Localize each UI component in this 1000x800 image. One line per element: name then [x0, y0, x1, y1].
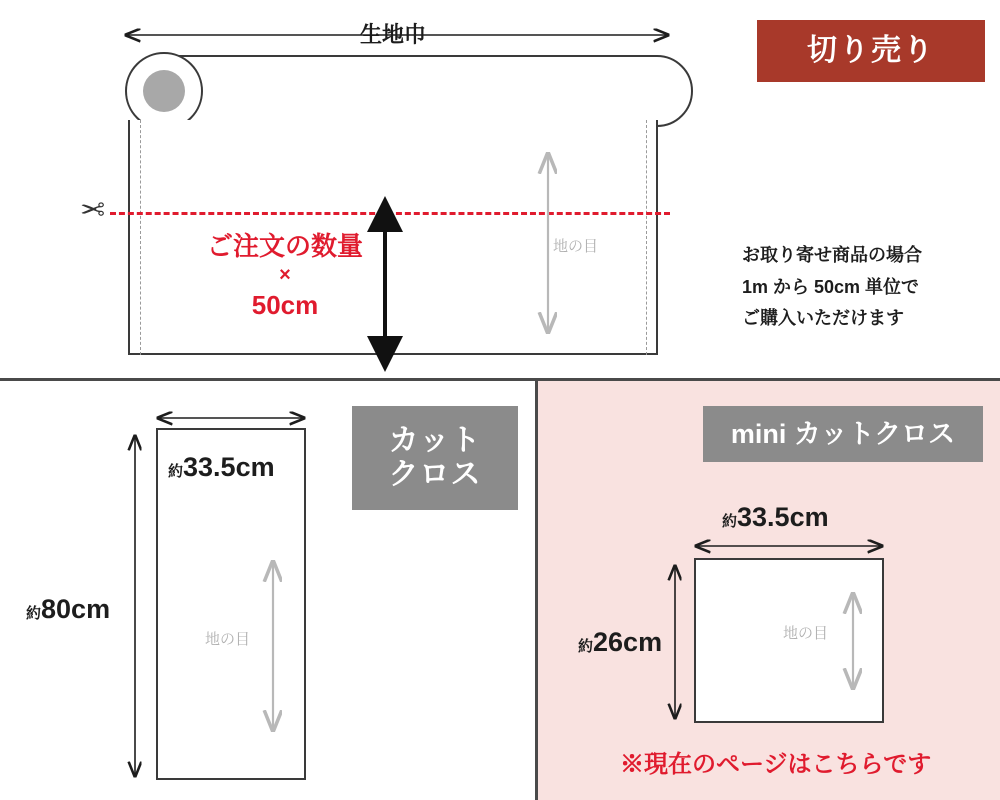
fabric-roll-core: [143, 70, 185, 112]
mini-height-dimension: [578, 627, 662, 658]
scissors-icon: ✂: [80, 194, 106, 227]
backorder-note-line2: 1m から 50cm 単位で: [742, 276, 920, 297]
cut-cloth-height-dimension: [26, 594, 110, 625]
section-cut-by-length: [0, 0, 1000, 378]
badge-cut-cloth-line1: カット: [388, 424, 482, 458]
backorder-note-line3: ご購入いただけます: [742, 308, 904, 328]
fabric-width-label: 生地巾: [360, 22, 427, 47]
grain-label-mini: 地の目: [783, 625, 829, 642]
mini-height-value: 26cm: [593, 627, 663, 657]
mini-width-arrow: [690, 538, 890, 556]
cut-cloth-width-value: 33.5cm: [183, 452, 275, 482]
cut-cloth-width-approx: 約: [168, 463, 184, 480]
cut-cloth-height-value: 80cm: [41, 594, 111, 624]
grain-label-cut-cloth: 地の目: [205, 631, 251, 648]
backorder-note-line1: お取り寄せ商品の場合: [742, 245, 922, 265]
order-quantity-line1: ご注文の数量: [206, 231, 363, 261]
mini-width-dimension: [722, 502, 829, 533]
current-page-note: ※現在のページはこちらです: [620, 751, 932, 778]
cut-length-arrow: [372, 208, 398, 360]
badge-cut-cloth-line2: クロス: [388, 458, 482, 491]
mini-height-approx: 約: [578, 638, 594, 655]
order-quantity-line3: 50cm: [251, 289, 319, 320]
badge-cut-by-length: 切り売り: [757, 20, 985, 82]
badge-cut-cloth: [352, 406, 518, 510]
fabric-roll-body: [128, 55, 693, 127]
cut-cloth-grain-arrow: [262, 556, 284, 736]
cut-cloth-width-arrow: [152, 410, 312, 428]
mini-grain-arrow: [842, 588, 864, 694]
backorder-note: [742, 240, 922, 335]
order-quantity-note: [175, 230, 395, 322]
cut-cloth-height-arrow: [126, 430, 144, 782]
cut-cloth-width-dimension: [168, 452, 275, 483]
grain-label-top: 地の目: [553, 238, 599, 255]
badge-mini-cut-cloth: mini カットクロス: [703, 406, 983, 462]
mini-width-value: 33.5cm: [737, 502, 829, 532]
mini-width-approx: 約: [722, 513, 738, 530]
selvage-line-right: [646, 120, 647, 355]
cut-cloth-height-approx: 約: [26, 605, 42, 622]
selvage-line-left: [140, 120, 141, 355]
mini-height-arrow: [666, 560, 684, 724]
order-quantity-line2: ×: [279, 264, 291, 287]
